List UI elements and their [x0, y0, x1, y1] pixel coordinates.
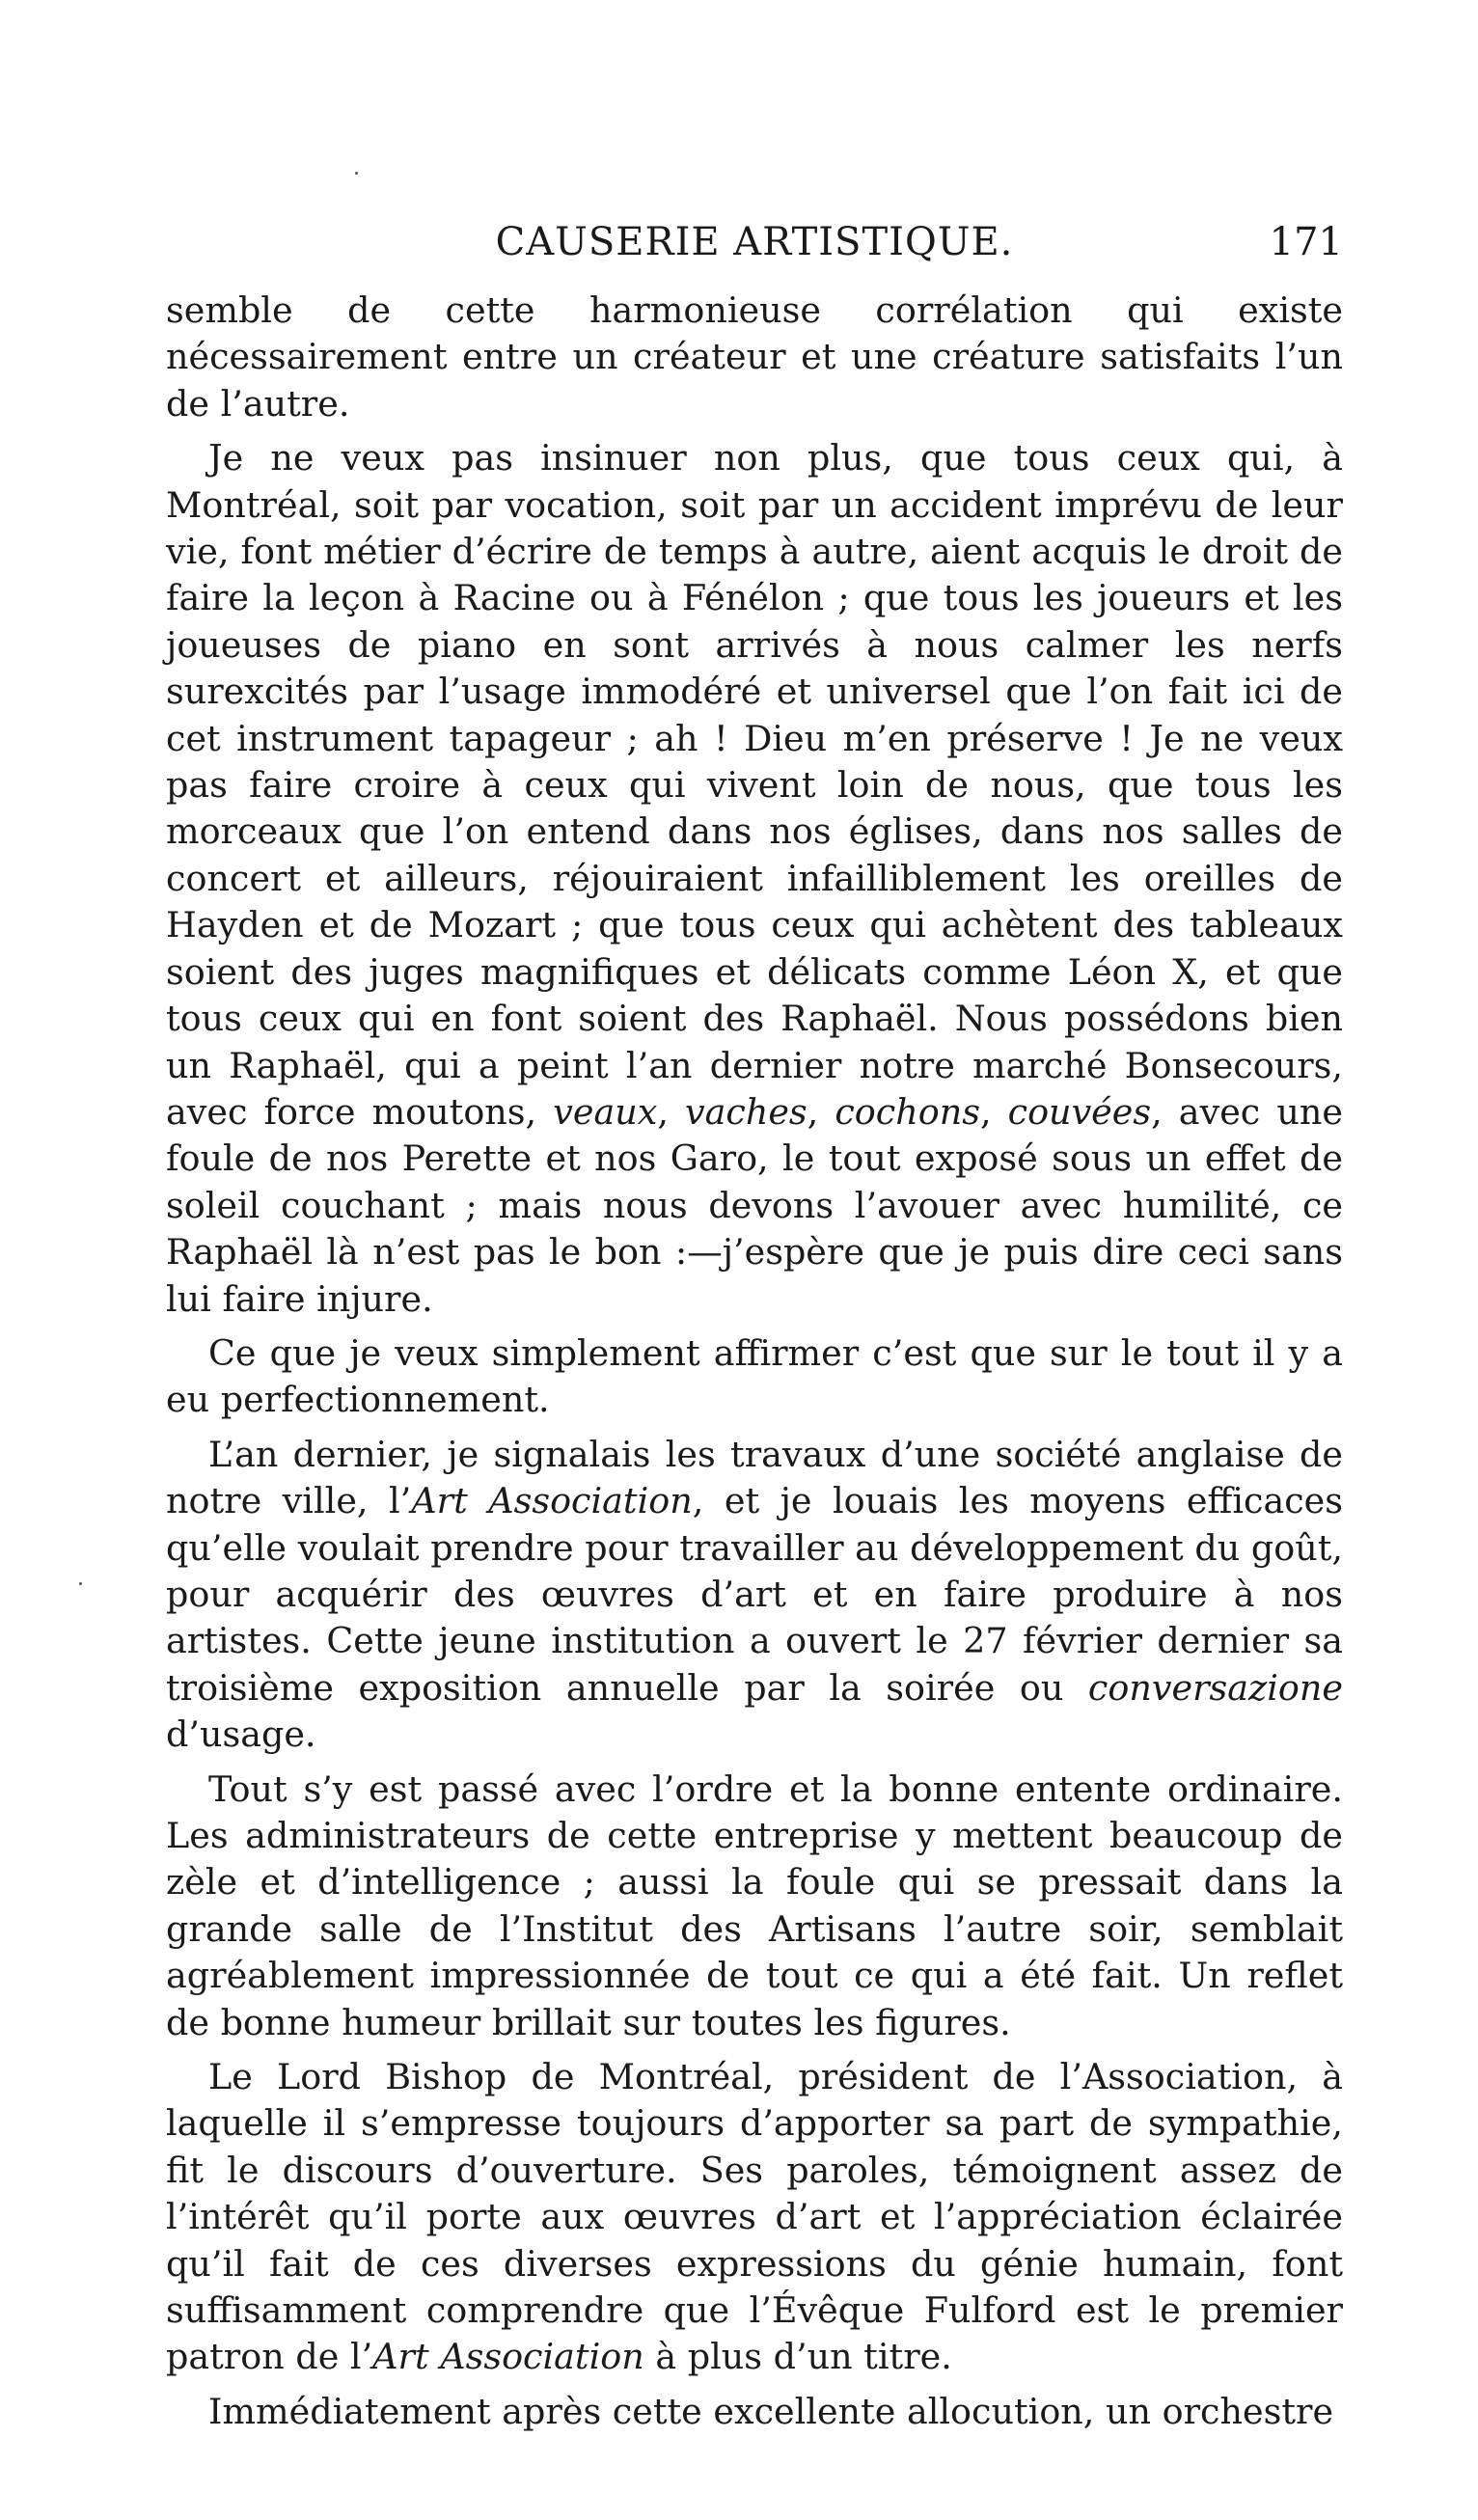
text-run: , avec une foule de nos Perette et nos Garo, le tout exposé sous un effet de soleil couchant ; mais nous devons l’avouer avec humilité, ce Raphaël là n’est pas le bon :—j’espère que je puis dire ceci sans lui faire injure.: [166, 1090, 1343, 1320]
running-head: [166, 212, 1343, 270]
text-run: Le Lord Bishop de Montréal, président de l’Association, à laquelle il s’empresse toujours d’apporter sa part de sympathie, fit le discours d’ouverture. Ses paroles, témoignent assez de l’intérêt qu’il porte aux œuvres d’art et l’appréciation éclairée qu’il fait de ces diverses expressions du génie humain, font suffisamment comprendre que l’Évêque Fulford est le premier patron de l’: [166, 2056, 1343, 2378]
text-run: Immédiatement après cette excellente allocution, un orchestre: [208, 2390, 1334, 2432]
text-run: Je ne veux pas insinuer non plus, que tous ceux qui, à Montréal, soit par vocation, soit par un accident imprévu de leur vie, font métier d’écrire de temps à autre, aient acquis le droit de faire la leçon à Racine ou à Fénélon ; que tous les joueurs et les joueuses de piano en sont arrivés à nous calmer les nerfs surexcités par l’usage immodéré et universel que l’on fait ici de cet instrument tapageur ; ah ! Dieu m’en préserve ! Je ne veux pas faire croire à ceux qui vivent loin de nous, que tous les morceaux que l’on entend dans nos églises, dans nos salles de concert et ailleurs, réjouiraient infailliblement les oreilles de Hayden et de Mozart ; que tous ceux qui achètent des tableaux soient des juges magnifiques et délicats comme Léon X, et que tous ceux qui en font soient des Raphaël. Nous possédons bien un Raphaël, qui a peint l’an dernier notre marché Bonsecours, avec force moutons,: [166, 437, 1343, 1133]
italic-phrase: conversazione: [1087, 1666, 1343, 1709]
paragraph: [166, 1767, 1343, 2046]
paragraph: [166, 2054, 1343, 2381]
page-number: 171: [1269, 220, 1343, 264]
book-page: [166, 212, 1343, 2443]
paragraph: [166, 1330, 1343, 1424]
italic-phrase: Art Association: [411, 1480, 693, 1522]
text-run: à plus d’un titre.: [643, 2336, 952, 2378]
text-run: Ce que je veux simplement affirmer c’est que sur le tout il y a eu perfectionnement.: [166, 1331, 1343, 1421]
paper-speck: [355, 172, 358, 175]
text-run: L’an dernier, je signalais les travaux d’une société anglaise de notre ville, l’: [166, 1433, 1343, 1522]
text-run: ,: [979, 1090, 1008, 1133]
paper-speck: [79, 1582, 82, 1585]
text-run: ,: [807, 1090, 835, 1133]
italic-phrase: vaches: [685, 1090, 807, 1133]
text-run: d’usage.: [166, 1713, 316, 1756]
italic-phrase: veaux: [553, 1090, 658, 1133]
text-run: ,: [657, 1090, 685, 1133]
italic-phrase: couvées: [1007, 1090, 1152, 1133]
body-text: [166, 288, 1343, 2435]
paragraph: [166, 1432, 1343, 1759]
paragraph: [166, 288, 1343, 427]
text-run: Tout s’y est passé avec l’ordre et la bonne entente ordinaire. Les administrateurs de cette entreprise y mettent beaucoup de zèle et d’intelligence ; aussi la foule qui se pressait dans la grande salle de l’Institut des Artisans l’autre soir, semblait agréablement impressionnée de tout ce qui a été fait. Un reflet de bonne humeur brillait sur toutes les figures.: [166, 1767, 1343, 2043]
italic-phrase: cochons: [835, 1090, 980, 1133]
paragraph: [166, 435, 1343, 1323]
italic-phrase: Art Association: [372, 2336, 644, 2378]
text-run: , et je louais les moyens efficaces qu’elle voulait prendre pour travailler au développement du goût, pour acquérir des œuvres d’art et en faire produire à nos artistes. Cette jeune institution a ouvert le 27 février dernier sa troisième exposition annuelle par la soirée ou: [166, 1480, 1344, 1709]
paragraph: [166, 2389, 1343, 2435]
text-run: semble de cette harmonieuse corrélation qui existe nécessairement entre un créateur et une créature satisfaits l’un de l’autre.: [166, 289, 1343, 425]
running-title: CAUSERIE ARTISTIQUE.: [495, 220, 1014, 264]
